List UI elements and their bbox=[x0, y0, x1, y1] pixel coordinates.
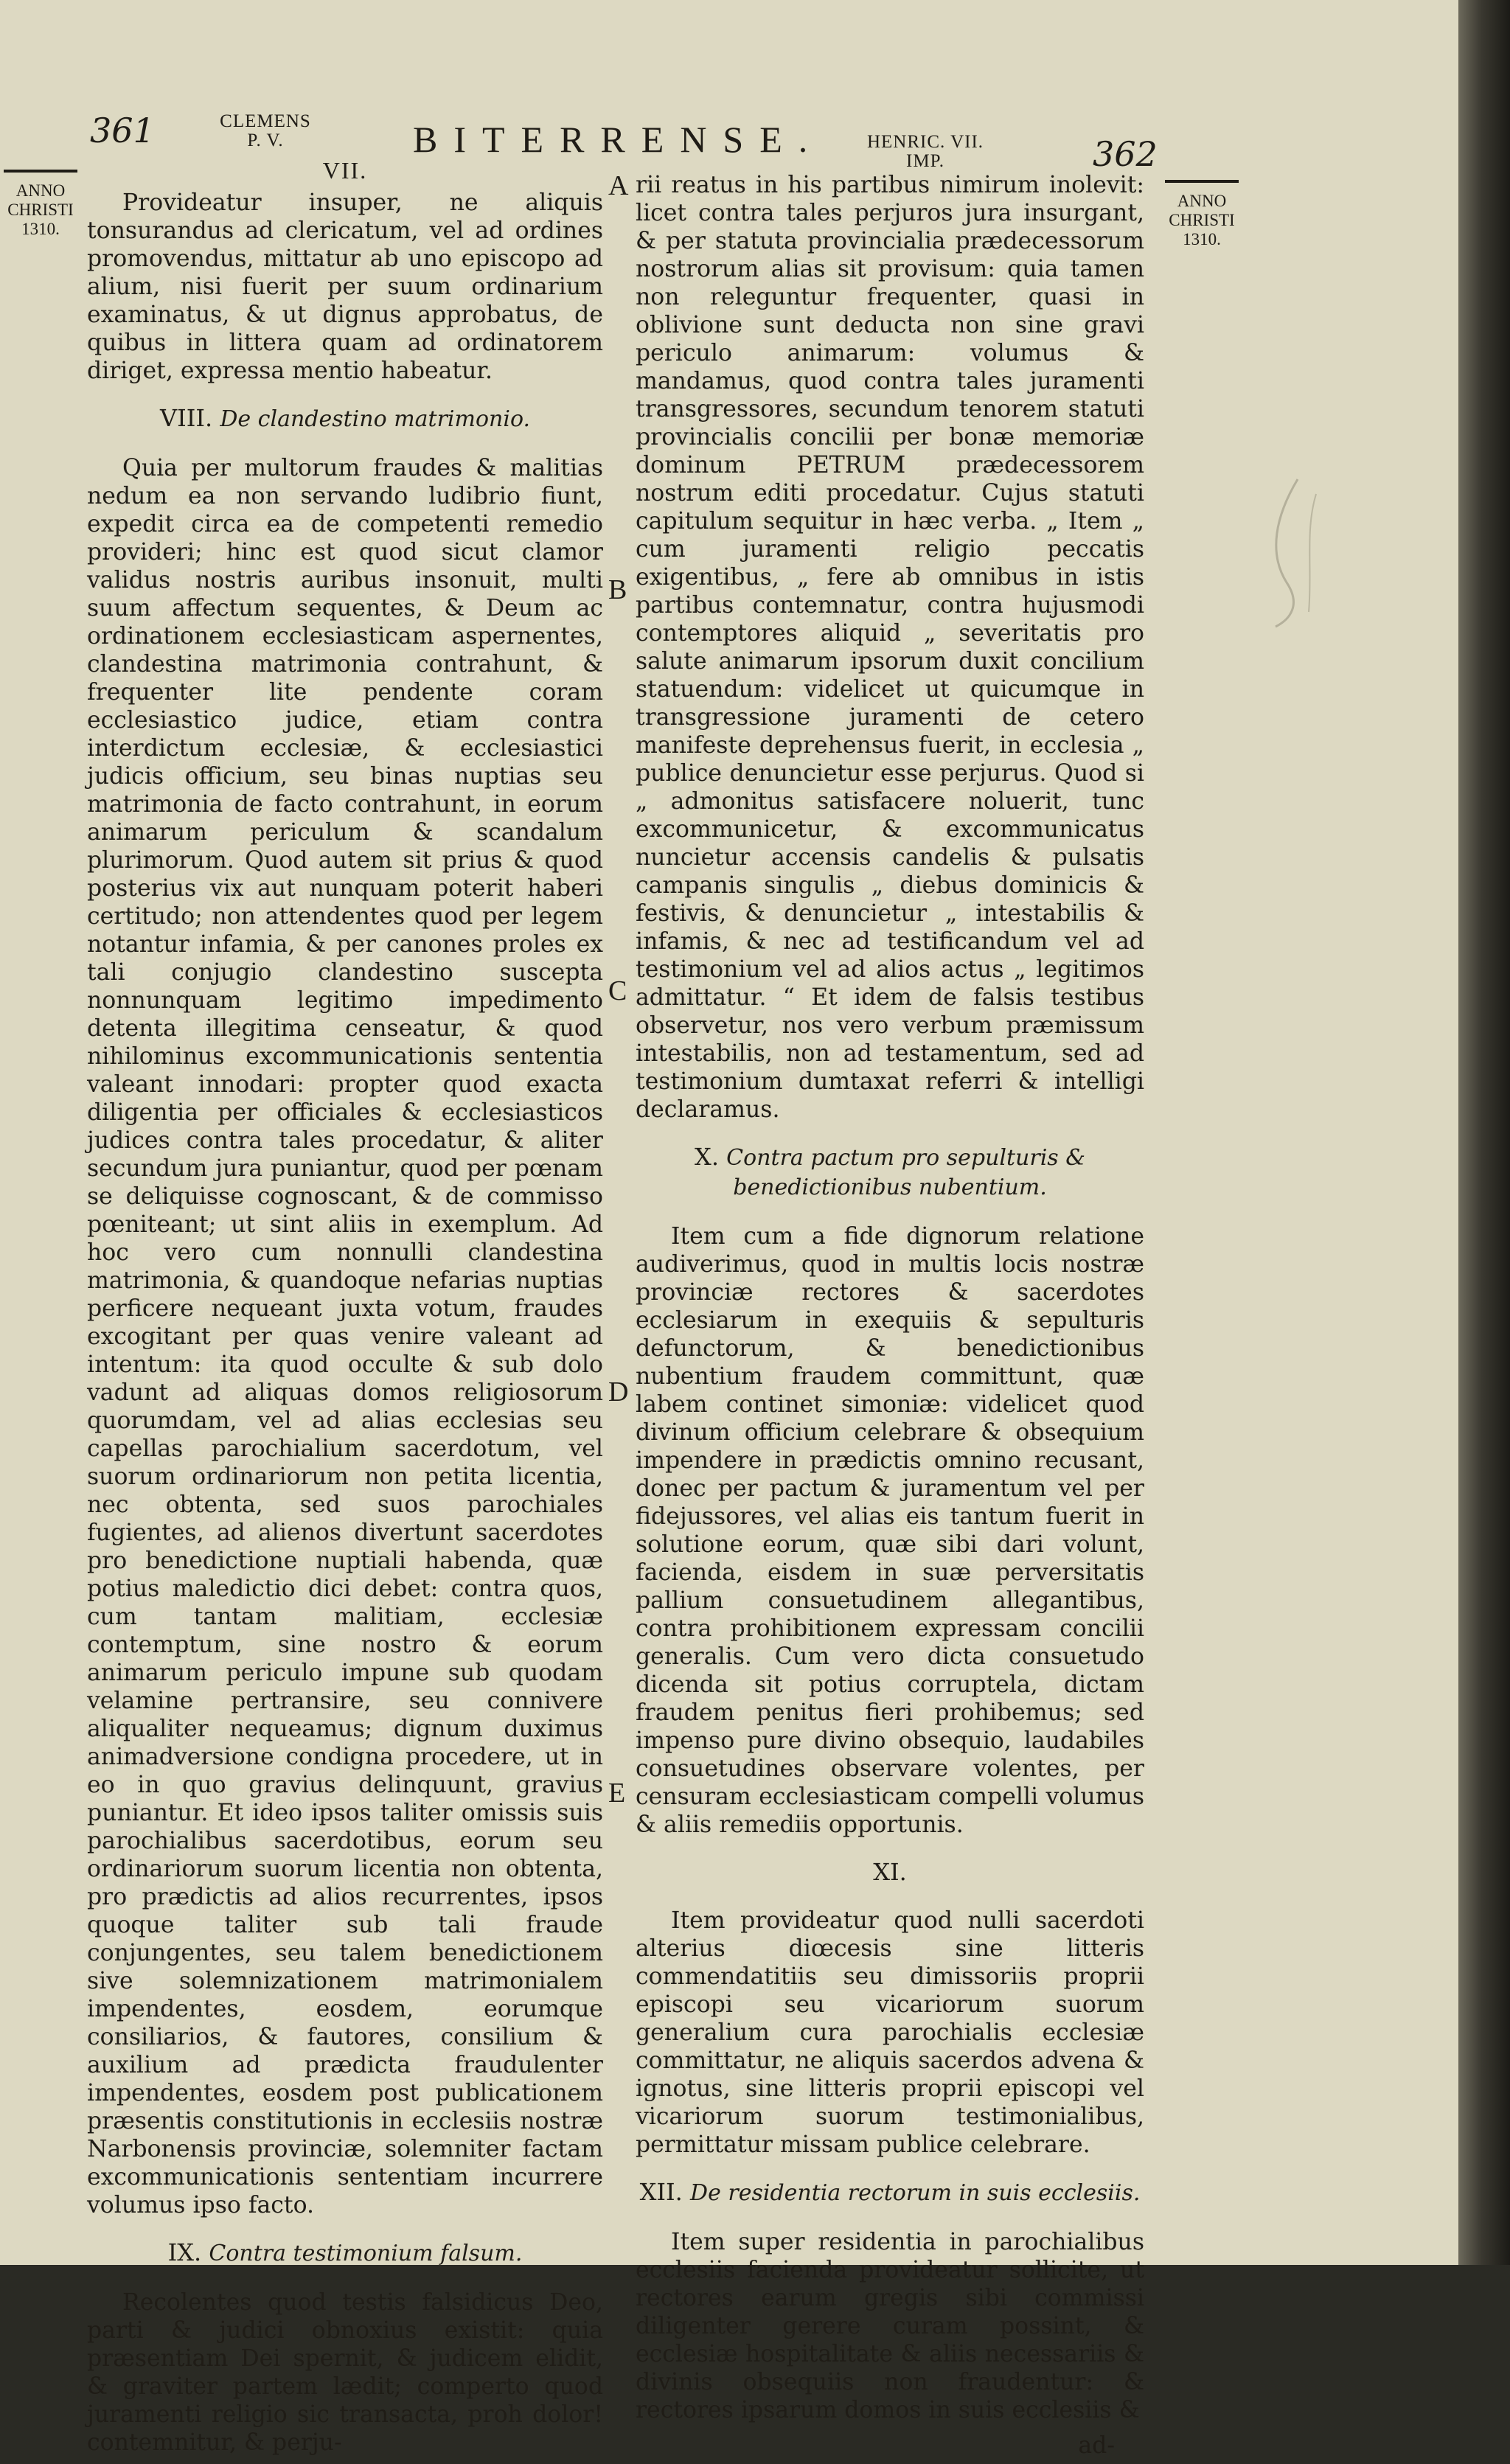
right-page-number: 362 bbox=[1093, 134, 1158, 174]
left-page-number: 361 bbox=[90, 111, 155, 150]
left-column bbox=[87, 156, 603, 2464]
section-viii-title: De clandestino matrimonio. bbox=[220, 406, 531, 432]
section-vii-label: VII. bbox=[322, 157, 368, 184]
section-xi-number: XI. bbox=[873, 1858, 907, 1886]
marker-b: B bbox=[608, 574, 627, 605]
marker-d: D bbox=[608, 1377, 629, 1407]
margin-year-left-text: ANNO CHRISTI 1310. bbox=[7, 181, 74, 238]
right-column bbox=[636, 171, 1144, 2460]
section-xii-text: Item super residentia in parochialibus ecclesiis facienda provideatur sollicite, ut rectores earum gregis sibi commissi diligenter gerere curam possint, & ecclesiæ hospitalitate & aliis necessariis & divinis obsequiis non fraudentur: & rectores ipsarum domos in suis ecclesiis & bbox=[636, 2229, 1144, 2423]
marker-e: E bbox=[608, 1778, 626, 1809]
catchword: ad- bbox=[1078, 2432, 1115, 2459]
section-ix-text: Recolentes quod testis falsidicus Deo, parti & judici obnoxius existit: quia præsentiam Dei spernit, & judicem elidit, & graviter partem lædit; comperto quod juramenti religio sic transacta, proh dolor! contemnitur, & perju- bbox=[87, 2289, 603, 2456]
book-spine bbox=[1458, 0, 1510, 2265]
pencil-mark-icon bbox=[1246, 472, 1335, 634]
left-pope-heading: CLEMENS P. V. bbox=[220, 111, 311, 150]
section-xii-heading bbox=[636, 2178, 1144, 2207]
right-emperor-heading: HENRIC. VII. IMP. bbox=[866, 132, 984, 171]
section-xii-number: XII. bbox=[639, 2178, 683, 2206]
section-ix-number: IX. bbox=[167, 2238, 202, 2266]
margin-year-right bbox=[1161, 180, 1242, 249]
section-ix-title: Contra testimonium falsum. bbox=[209, 2241, 523, 2266]
section-xi-heading bbox=[636, 1858, 1144, 1886]
section-vii-text: Provideatur insuper, ne aliquis tonsurandus ad clericatum, vel ad ordines promovendus, mittatur ab uno episcopo ad alium, nisi fuerit per suum ordinarium examinatus, & ut dignus approbatus, de quibus in littera quam ad ordinatorem diriget, expressa mentio habeatur. bbox=[87, 189, 603, 384]
section-viii-text: Quia per multorum fraudes & malitias nedum ea non servando ludibrio fiunt, expedit circa ea de competenti remedio provideri; hinc est quod sicut clamor validus nostris auribus insonuit, multi suum affectum sequentes, & Deum ac ordinationem ecclesiasticam aspernentes, clandestina matrimonia contrahunt, & frequenter lite pendente coram ecclesiastico judice, etiam contra interdictum ecclesiæ, & ecclesiastici judicis officium, seu binas nuptias seu matrimonia de facto contrahunt, in eorum animarum periculum & scandalum plurimorum. Quod autem sit prius & quod posterius vix aut nunquam poterit haberi certitudo; non attendentes quod per legem notantur infamia, & per canones proles ex tali conjugio clandestino suscepta nonnunquam legitimo impedimento detenta illegitima censeatur, & quod nihilominus excommunicationis sententia valeant innodari: propter quod exacta diligentia per officiales & ecclesiasticos judices contra tales procedatur, & aliter secundum jura puniantur, quod per pœnam se deliquisse cognoscant, & de commisso pœniteant; ut sint aliis in exemplum. Ad hoc vero cum nonnulli clandestina matrimonia, & quandoque nefarias nuptias perficere nequeant juxta votum, fraudes excogitant per quas venire valeant ad intentum: ita quod occulte & sub dolo vadunt ad aliquas domos religiosorum quorumdam, vel ad alias ecclesias seu capellas parochialium sacerdotum, vel suorum ordinariorum non petita licentia, nec obtenta, sed suos parochiales fugientes, ad alienos divertunt sacerdotes pro benedictione nuptiali habenda, quæ potius maledictio dici debet: contra quos, cum tantam malitiam, ecclesiæ contemptum, sine nostro & eorum animarum periculo impune sub quodam velamine pertransire, seu connivere aliqualiter nequeamus; dignum duximus animadversione condigna procedere, ut in eo in quo gravius delinquunt, gravius puniantur. Et ideo ipsos taliter omissis suis parochialibus sacerdotibus, eorum seu ordinariorum suorum licentia non obtenta, pro prædictis ad alios recurrentes, ipsos quoque taliter sub tali fraude conjungentes, seu talem benedictionem sive solemnizationem matrimonialem impendentes, eosdem, eorumque consiliarios, & fautores, consilium & auxilium ad prædicta fraudulenter impendentes, eosdem post publicationem præsentis constitutionis in ecclesiis nostræ Narbonensis provinciæ, solemniter factam excommunicationis sententiam incurrere volumus ipso facto. bbox=[87, 455, 603, 2218]
section-viii-heading bbox=[87, 404, 603, 434]
section-viii-number: VIII. bbox=[159, 404, 213, 432]
margin-year-right-text: ANNO CHRISTI 1310. bbox=[1169, 192, 1235, 248]
section-x-title: Contra pactum pro sepulturis & benedictionibus nubentium. bbox=[726, 1145, 1085, 1200]
margin-year-left bbox=[0, 170, 81, 239]
section-xii-title: De residentia rectorum in suis ecclesiis. bbox=[690, 2180, 1141, 2206]
page-title: BITERRENSE. bbox=[413, 119, 824, 160]
marker-a: A bbox=[608, 170, 629, 201]
marker-c: C bbox=[608, 975, 627, 1006]
section-x-heading bbox=[636, 1143, 1144, 1202]
margin-rule-right bbox=[1165, 180, 1239, 183]
section-ix-heading bbox=[87, 2238, 603, 2268]
continuation-text: rii reatus in his partibus nimirum inolevit: licet contra tales perjuros jura insurgant, & per statuta provincialia prædecessorum nostrorum alias sit provisum: quia tamen non releguntur frequenter, quasi in oblivione sunt deducta non sine gravi periculo animarum: volumus & mandamus, quod contra tales juramenti transgressores, secundum tenorem statuti provincialis concilii per bonæ memoriæ dominum PETRUM prædecessorem nostrum editi procedatur. Cujus statuti capitulum sequitur in hæc verba. „ Item „ cum juramenti religio peccatis exigentibus, „ fere ab omnibus in istis partibus contemnatur, contra hujusmodi contemptores aliquid „ severitatis pro salute animarum ipsorum duxit concilium statuendum: videlicet ut quicumque in transgressione juramenti de cetero manifeste deprehensus fuerit, in ecclesia „ publice denuncietur esse perjurus. Quod si „ admonitus satisfacere noluerit, tunc excommunicetur, & excommunicatus nuncietur accensis candelis & pulsatis campanis singulis „ diebus dominicis & festivis, & denuncietur „ intestabilis & infamis, & nec ad testificandum vel ad testimonium vel ad alios actus „ legitimos admittatur. “ Et idem de falsis testibus observetur, nos vero verbum præmissum intestabilis, non ad testamentum, sed ad testimonium dumtaxat referri & intelligi declaramus. bbox=[636, 172, 1144, 1123]
section-xi-text: Item provideatur quod nulli sacerdoti alterius diœcesis sine litteris commendatitiis seu dimissoriis proprii episcopi seu vicariorum suorum generalium cura parochialis ecclesiæ committatur, ne aliquis sacerdos advena & ignotus, sine litteris proprii episcopi vel vicariorum suorum testimonialibus, permittatur missam publice celebrare. bbox=[636, 1907, 1144, 2158]
section-x-text: Item cum a fide dignorum relatione audiverimus, quod in multis locis nostræ provinciæ rectores & sacerdotes ecclesiarum in exequiis & sepulturis defunctorum, & benedictionibus nubentium fraudem committunt, quæ labem continet simoniæ: videlicet quod divinum officium celebrare & obsequium impendere in prædictis omnino recusant, donec per pactum & juramentum vel per fidejussores, vel alias eis tantum fuerit in solutione eorum, quæ sibi dari volunt, facienda, eisdem in suæ perversitatis pallium consuetudinem allegantibus, contra prohibitionem expressam concilii generalis. Cum vero dicta consuetudo dicenda sit potius corruptela, dictam fraudem penitus fieri prohibemus; sed impenso pure divino obsequio, laudabiles consuetudines observare volentes, per censuram ecclesiasticam compelli volumus & aliis remediis opportunis. bbox=[636, 1223, 1144, 1838]
section-x-number: X. bbox=[695, 1143, 719, 1171]
margin-rule-left bbox=[4, 170, 77, 173]
